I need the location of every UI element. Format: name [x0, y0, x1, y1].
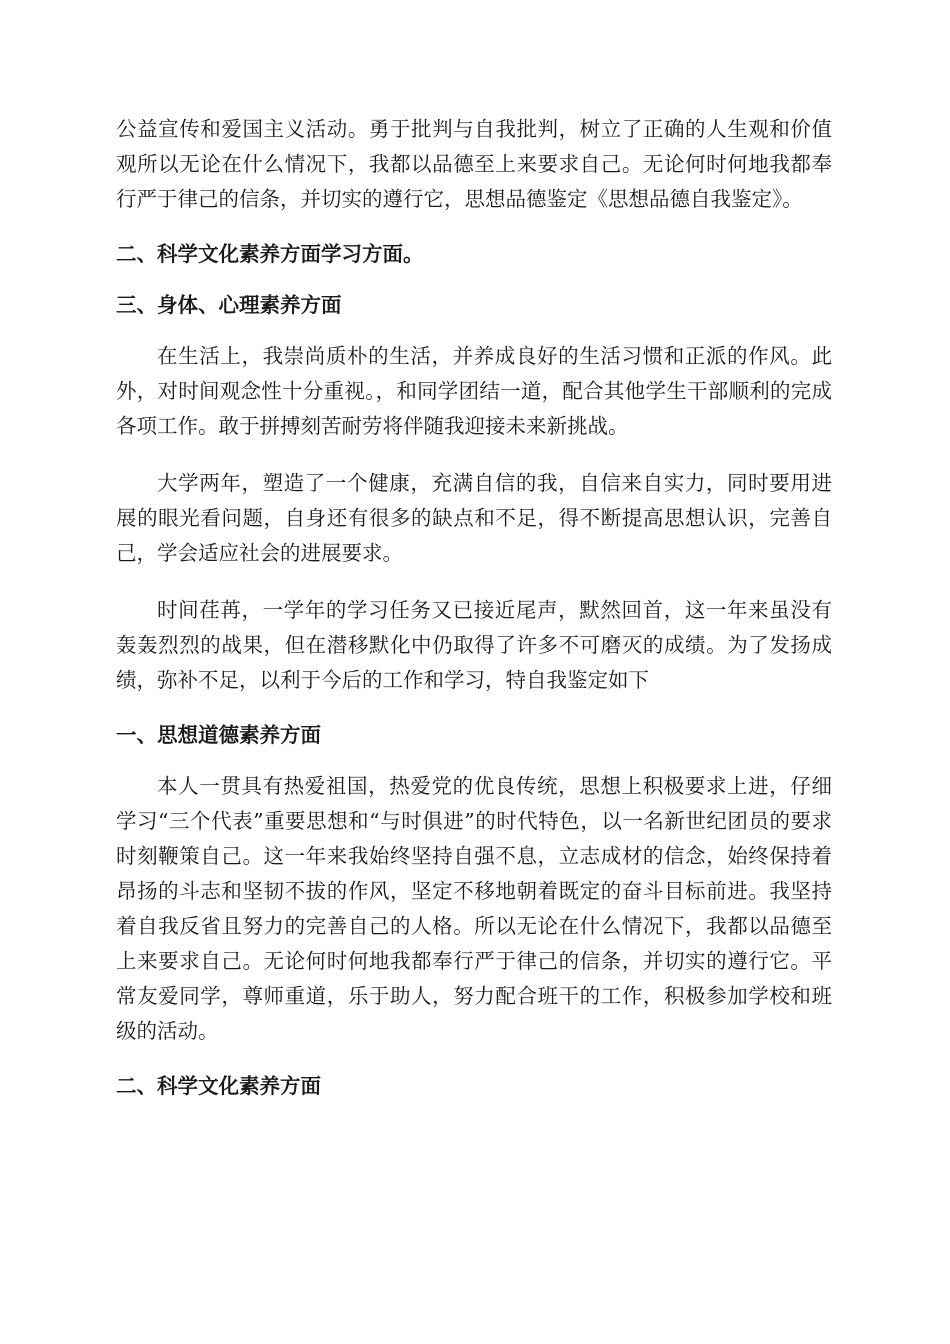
heading-moral: 一、思想道德素养方面 — [116, 723, 321, 747]
document-page — [116, 112, 832, 1104]
paragraph-continued: 公益宣传和爱国主义活动。勇于批判与自我批判，树立了正确的人生观和价值观所以无论在什么情况下，我都以品德至上来要求自己。无论何时何地我都奉行严于律己的信条，并切实的遵行它，思想品德鉴定《思想品德自我鉴定》。 — [116, 117, 832, 211]
heading-body-mind: 三、身体、心理素养方面 — [116, 293, 342, 317]
paragraph-moral: 本人一贯具有热爱祖国，热爱党的优良传统，思想上积极要求上进，仔细学习“三个代表”重要思想和“与时俱进”的时代特色，以一名新世纪团员的要求时刻鞭策自己。这一年来我始终坚持自强不息，立志成材的信念，始终保持着昂扬的斗志和坚韧不拔的作风，坚定不移地朝着既定的奋斗目标前进。我坚持着自我反省且努力的完善自己的人格。所以无论在什么情况下，我都以品德至上来要求自己。无论何时何地我都奉行严于律己的信条，并切实的遵行它。平常友爱同学，尊师重道，乐于助人，努力配合班干的工作，积极参加学校和班级的活动。 — [116, 774, 832, 1043]
heading-science-study: 二、科学文化素养方面学习方面。 — [116, 242, 424, 266]
paragraph-life: 在生活上，我崇尚质朴的生活，并养成良好的生活习惯和正派的作风。此外，对时间观念性十分重视。，和同学团结一道，配合其他学生干部顺利的完成各项工作。敢于拼搏刻苦耐劳将伴随我迎接未来新挑战。 — [116, 344, 832, 438]
paragraph-two-years: 大学两年，塑造了一个健康，充满自信的我，自信来自实力，同时要用进展的眼光看问题，自身还有很多的缺点和不足，得不断提高思想认识，完善自己，学会适应社会的进展要求。 — [116, 471, 832, 565]
heading-science: 二、科学文化素养方面 — [116, 1074, 321, 1098]
paragraph-time: 时间荏苒，一学年的学习任务又已接近尾声，默然回首，这一年来虽没有轰轰烈烈的战果，但在潜移默化中仍取得了许多不可磨灭的成绩。为了发扬成绩，弥补不足，以利于今后的工作和学习，特自我鉴定如下 — [116, 598, 832, 692]
